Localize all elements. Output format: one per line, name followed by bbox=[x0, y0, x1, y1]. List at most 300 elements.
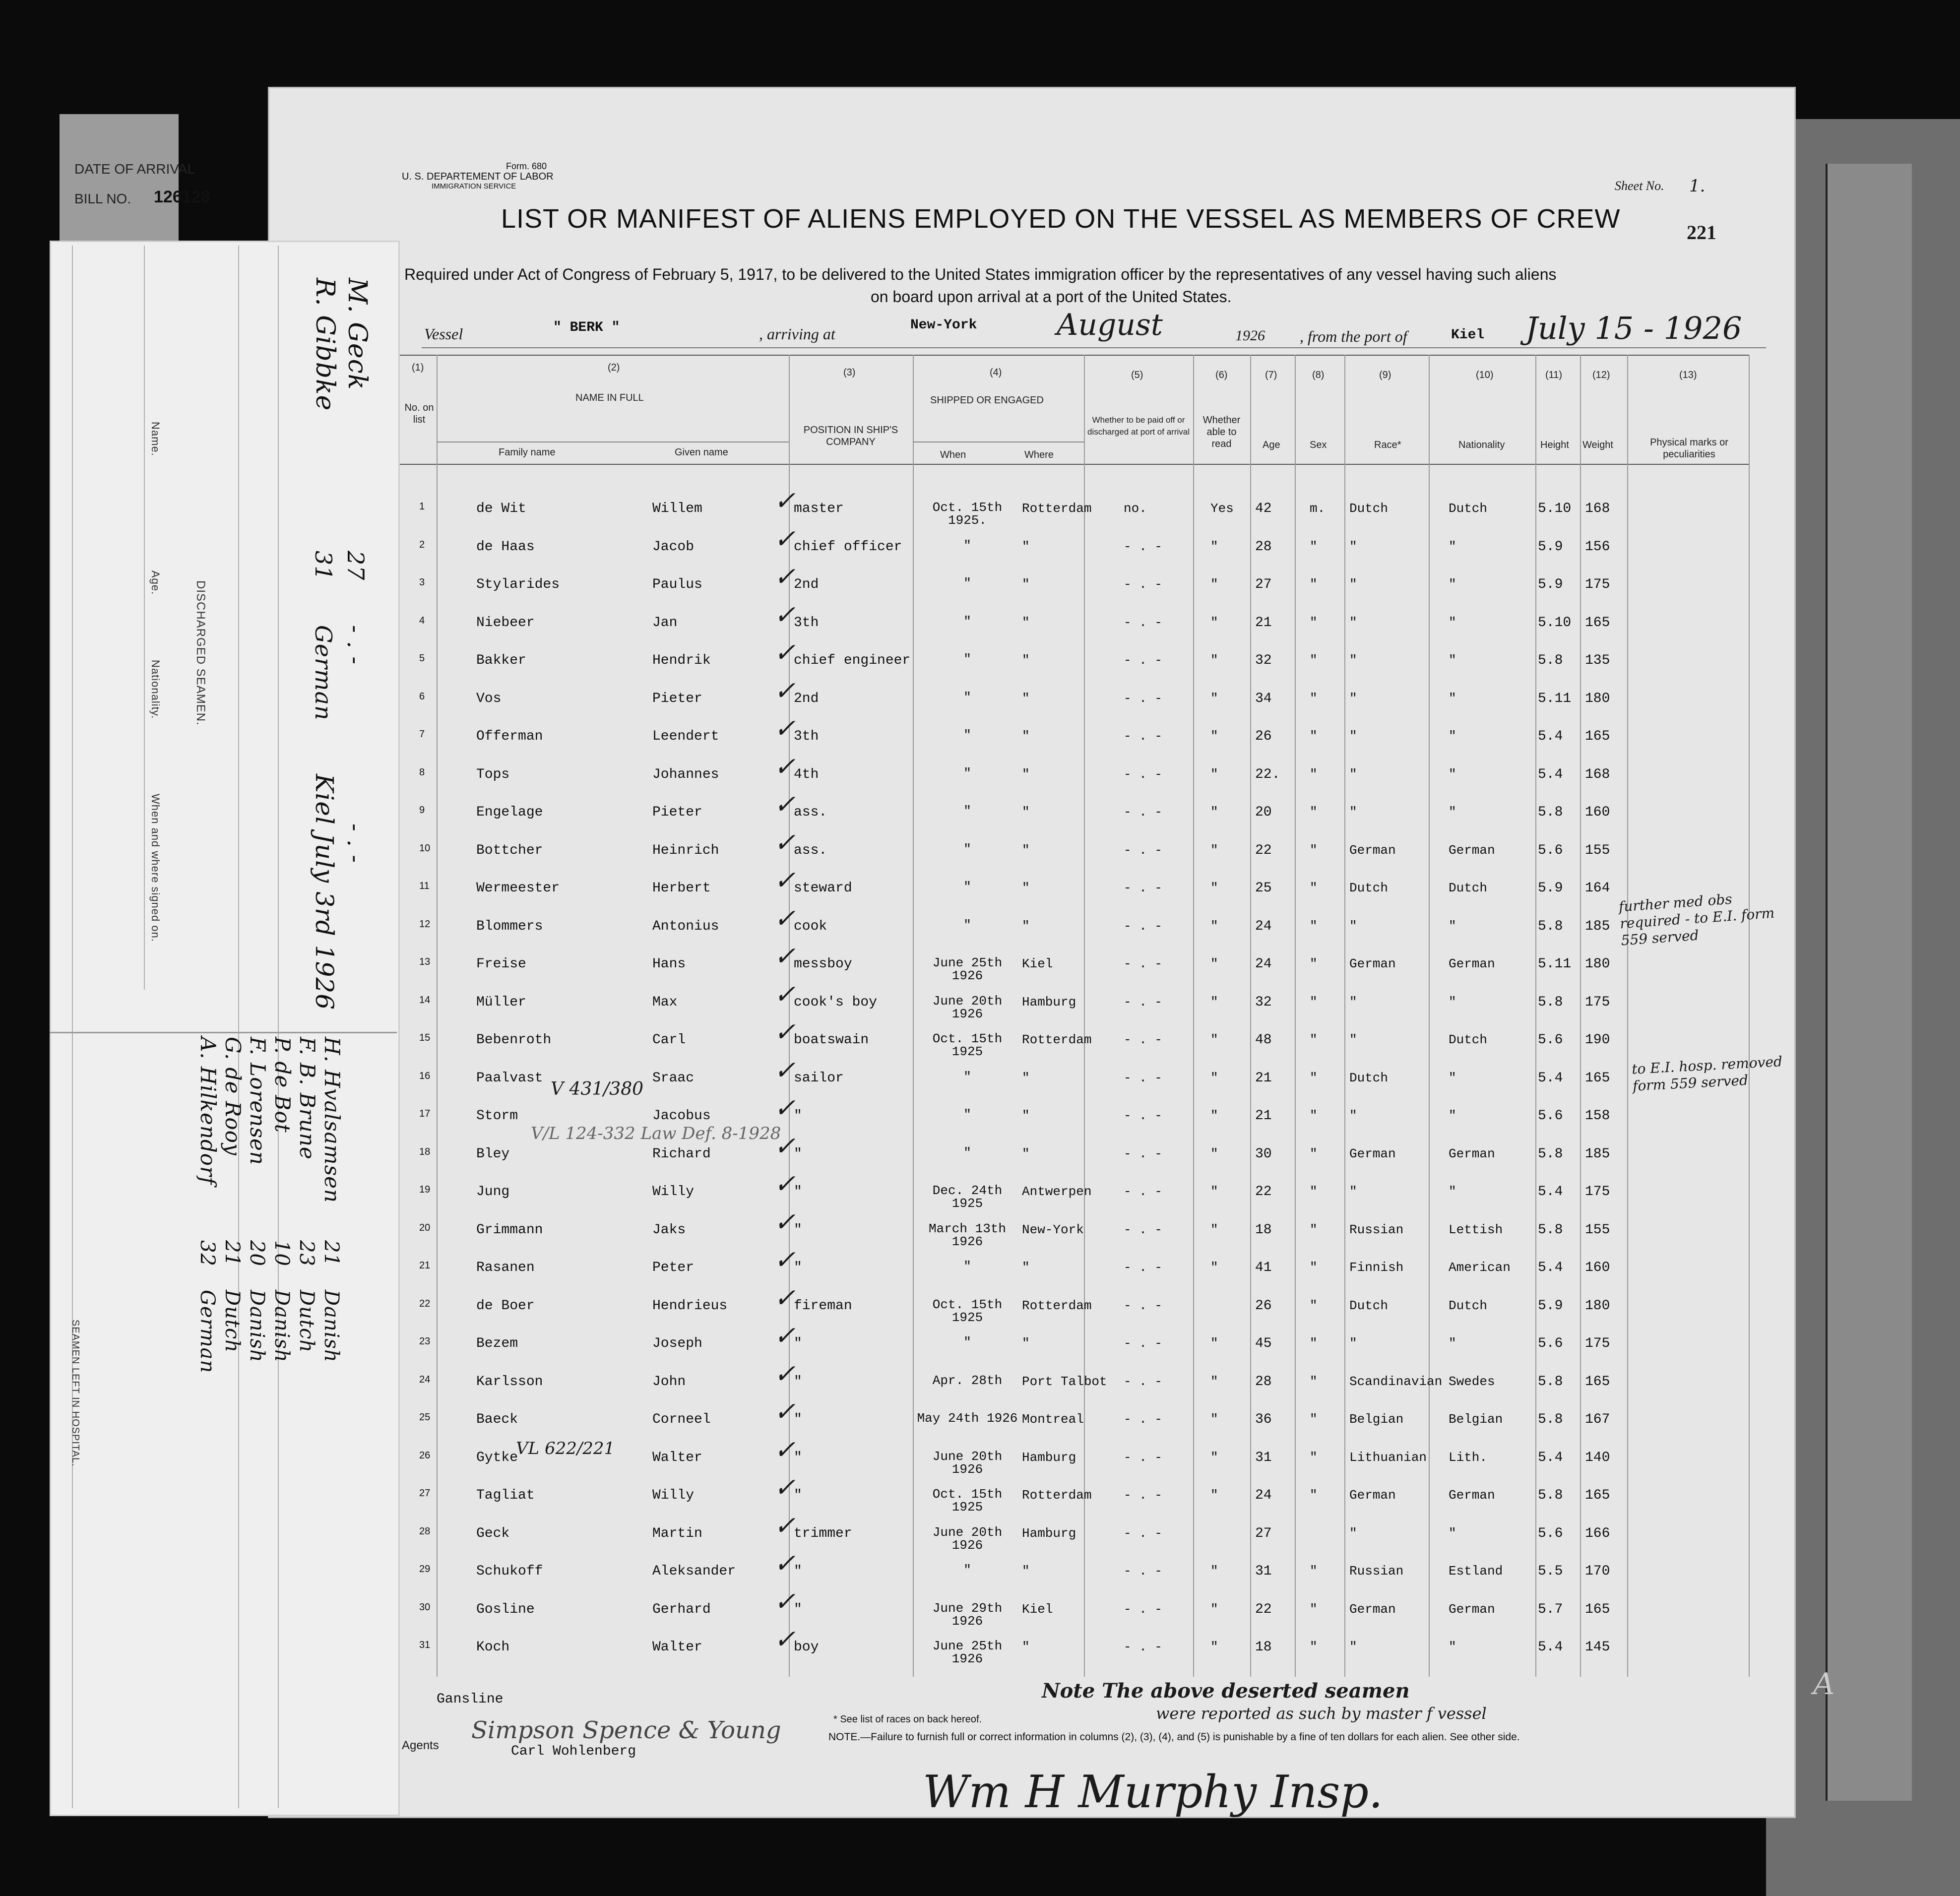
crew-cell-height: 5.8 bbox=[1538, 1146, 1563, 1162]
sheet-number: 1. bbox=[1689, 176, 1706, 196]
crew-cell-family: Paalvast bbox=[476, 1070, 543, 1086]
signer-name: Gansline bbox=[437, 1692, 504, 1707]
check-mark-icon: ✓ bbox=[774, 486, 796, 516]
crew-cell-age: 31 bbox=[1255, 1450, 1272, 1465]
crew-cell-no: 24 bbox=[419, 1374, 431, 1385]
crew-cell-paid: - . - bbox=[1124, 1640, 1163, 1654]
crew-cell-no: 11 bbox=[419, 881, 430, 891]
crew-cell-read: " bbox=[1210, 1412, 1218, 1427]
crew-cell-position: " bbox=[794, 1222, 802, 1238]
crew-cell-when: " bbox=[963, 1259, 971, 1274]
crew-cell-race: " bbox=[1349, 1336, 1357, 1351]
vl-note-2: V/L 124-332 Law Def. 8-1928 bbox=[531, 1124, 781, 1143]
crew-cell-weight: 180 bbox=[1585, 956, 1610, 972]
crew-cell-where: Port Talbot bbox=[1022, 1374, 1107, 1389]
col-num-7: (7) bbox=[1265, 370, 1277, 380]
crew-cell-height: 5.4 bbox=[1538, 1450, 1563, 1465]
arrival-month: August bbox=[1057, 308, 1163, 342]
crew-cell-height: 5.9 bbox=[1538, 539, 1563, 555]
arriving-port: New-York bbox=[910, 317, 977, 333]
crew-cell-race: German bbox=[1349, 1488, 1396, 1503]
crew-cell-height: 5.8 bbox=[1538, 1412, 1563, 1427]
crew-cell-sex: " bbox=[1310, 994, 1318, 1010]
bill-label: BILL NO. bbox=[74, 191, 131, 206]
crew-cell-no: 22 bbox=[419, 1298, 431, 1309]
hospital-nationality: Danish bbox=[246, 1290, 268, 1363]
crew-cell-family: Grimmann bbox=[476, 1222, 543, 1238]
check-mark-icon: ✓ bbox=[774, 1586, 796, 1617]
crew-cell-where: " bbox=[1022, 1108, 1030, 1123]
crew-cell-where: Rotterdam bbox=[1022, 501, 1092, 516]
crew-cell-weight: 185 bbox=[1585, 918, 1610, 934]
col-num-11: (11) bbox=[1545, 370, 1563, 380]
crew-cell-weight: 190 bbox=[1585, 1032, 1610, 1048]
col-num-13: (13) bbox=[1679, 370, 1697, 380]
crew-cell-nationality: " bbox=[1449, 1525, 1456, 1541]
crew-cell-paid: - . - bbox=[1124, 956, 1163, 971]
crew-cell-given: Walter bbox=[652, 1640, 702, 1655]
header-position: POSITION IN SHIP'S COMPANY bbox=[803, 425, 898, 447]
col-num-8: (8) bbox=[1312, 370, 1325, 380]
crew-cell-paid: - . - bbox=[1124, 805, 1163, 820]
crew-cell-nationality: Dutch bbox=[1449, 1298, 1488, 1313]
check-mark-icon: ✓ bbox=[774, 676, 796, 706]
crew-cell-age: 45 bbox=[1255, 1336, 1272, 1351]
crew-cell-position: 4th bbox=[794, 766, 819, 782]
hospital-name: F. Lorensen bbox=[246, 1037, 270, 1165]
agents-label: Agents bbox=[402, 1739, 439, 1752]
discharged-seamen-slip bbox=[50, 241, 400, 1816]
crew-cell-when: " bbox=[963, 614, 971, 629]
header-sex: Sex bbox=[1310, 440, 1327, 450]
crew-cell-weight: 155 bbox=[1585, 842, 1610, 858]
crew-cell-sex: " bbox=[1310, 615, 1318, 630]
crew-cell-position: ass. bbox=[794, 805, 827, 820]
crew-cell-read: " bbox=[1210, 1601, 1218, 1617]
crew-cell-where: " bbox=[1022, 766, 1030, 782]
crew-cell-paid: - . - bbox=[1124, 918, 1163, 934]
crew-cell-race: " bbox=[1349, 577, 1357, 592]
crew-cell-when: " bbox=[963, 765, 971, 781]
crew-cell-paid: - . - bbox=[1124, 653, 1163, 668]
crew-cell-where: Antwerpen bbox=[1022, 1184, 1092, 1199]
crew-cell-family: Geck bbox=[476, 1525, 510, 1541]
crew-cell-given: Hans bbox=[652, 956, 686, 972]
crew-cell-weight: 168 bbox=[1585, 766, 1610, 782]
crew-cell-read: " bbox=[1210, 539, 1218, 554]
crew-cell-sex: " bbox=[1310, 1488, 1318, 1503]
discharged-name-2: M. Geck bbox=[342, 278, 372, 390]
departure-date: July 15 - 1926 bbox=[1525, 310, 1742, 346]
crew-cell-given: Hendrieus bbox=[652, 1298, 728, 1314]
discharged-nationality-2: - . - bbox=[342, 625, 369, 665]
crew-cell-where: " bbox=[1022, 1336, 1030, 1351]
crew-cell-when: " bbox=[963, 1563, 971, 1578]
from-port-label: , from the port of bbox=[1300, 327, 1407, 345]
crew-cell-race: Russian bbox=[1349, 1564, 1404, 1579]
crew-cell-paid: - . - bbox=[1124, 1336, 1163, 1351]
crew-cell-age: 26 bbox=[1255, 1298, 1272, 1314]
crew-cell-no: 15 bbox=[419, 1032, 431, 1043]
crew-cell-read: Yes bbox=[1210, 501, 1234, 516]
crew-cell-paid: - . - bbox=[1124, 1032, 1163, 1047]
crew-cell-sex: m. bbox=[1310, 501, 1326, 516]
crew-cell-nationality: " bbox=[1449, 766, 1456, 782]
col-num-2: (2) bbox=[608, 362, 620, 373]
crew-cell-given: Antonius bbox=[652, 918, 719, 934]
crew-cell-weight: 180 bbox=[1585, 691, 1610, 706]
crew-cell-weight: 165 bbox=[1585, 615, 1610, 631]
penalty-note: NOTE.—Failure to furnish full or correct information in columns (2), (3), (4), and (5) is punishable by a fine of ten dollars for each alien. See other side. bbox=[828, 1731, 1520, 1743]
crew-cell-where: " bbox=[1022, 1260, 1030, 1275]
crew-cell-sex: " bbox=[1310, 1374, 1318, 1389]
crew-cell-nationality: " bbox=[1449, 539, 1456, 554]
crew-cell-where: " bbox=[1022, 653, 1030, 668]
crew-cell-nationality: American bbox=[1449, 1260, 1511, 1275]
crew-cell-when: " bbox=[963, 690, 971, 705]
crew-cell-age: 42 bbox=[1255, 501, 1272, 516]
crew-cell-given: Willem bbox=[652, 501, 702, 516]
crew-cell-family: Tops bbox=[476, 766, 510, 782]
crew-cell-paid: - . - bbox=[1124, 1260, 1163, 1275]
crew-cell-paid: - . - bbox=[1124, 1108, 1163, 1123]
crew-cell-position: steward bbox=[794, 881, 852, 896]
crew-cell-family: Müller bbox=[476, 994, 526, 1010]
crew-cell-weight: 175 bbox=[1585, 1184, 1610, 1200]
crew-cell-weight: 160 bbox=[1585, 805, 1610, 820]
check-mark-icon: ✓ bbox=[774, 1283, 796, 1313]
crew-cell-age: 18 bbox=[1255, 1640, 1272, 1655]
crew-cell-where: " bbox=[1022, 691, 1030, 706]
crew-cell-given: Corneel bbox=[652, 1412, 711, 1427]
crew-cell-height: 5.8 bbox=[1538, 1374, 1563, 1390]
crew-cell-family: de Wit bbox=[476, 501, 526, 516]
crew-cell-paid: - . - bbox=[1124, 1222, 1163, 1237]
crew-cell-race: " bbox=[1349, 994, 1357, 1010]
crew-cell-age: 18 bbox=[1255, 1222, 1272, 1238]
crew-cell-paid: - . - bbox=[1124, 1412, 1163, 1427]
crew-cell-no: 5 bbox=[419, 653, 425, 664]
header-height: Height bbox=[1540, 440, 1569, 450]
crew-cell-where: Kiel bbox=[1022, 956, 1053, 971]
agents-typed: Carl Wohlenberg bbox=[511, 1744, 636, 1759]
discharged-signed-ditto: - . - bbox=[342, 823, 369, 863]
hospital-name: A. Hilkendorf bbox=[196, 1037, 220, 1185]
crew-cell-age: 21 bbox=[1255, 615, 1272, 631]
crew-cell-given: Richard bbox=[652, 1146, 711, 1162]
crew-cell-height: 5.7 bbox=[1538, 1601, 1563, 1617]
crew-cell-read: " bbox=[1210, 956, 1218, 971]
date-of-arrival-label: DATE OF ARRIVAL bbox=[74, 161, 195, 177]
check-mark-icon: ✓ bbox=[774, 866, 796, 895]
crew-cell-no: 3 bbox=[419, 577, 425, 588]
crew-cell-sex: " bbox=[1310, 1070, 1318, 1085]
form-title: LIST OR MANIFEST OF ALIENS EMPLOYED ON THE VESSEL AS MEMBERS OF CREW bbox=[501, 204, 1621, 234]
slip-discharged-title: DISCHARGED SEAMEN. bbox=[194, 580, 207, 726]
crew-cell-read: " bbox=[1210, 729, 1218, 744]
crew-cell-where: Rotterdam bbox=[1022, 1298, 1092, 1313]
crew-cell-paid: - . - bbox=[1124, 539, 1163, 554]
crew-cell-given: Peter bbox=[652, 1260, 695, 1275]
crew-cell-read: " bbox=[1210, 1146, 1218, 1161]
crew-cell-when: Apr. 28th bbox=[932, 1373, 1003, 1388]
crew-cell-where: " bbox=[1022, 729, 1030, 744]
crew-cell-height: 5.8 bbox=[1538, 653, 1563, 668]
crew-cell-position: " bbox=[794, 1184, 802, 1200]
crew-cell-weight: 175 bbox=[1585, 577, 1610, 592]
header-family-name: Family name bbox=[499, 447, 556, 458]
hospital-age: 10 bbox=[270, 1240, 293, 1266]
races-note: * See list of races on back hereof. bbox=[833, 1714, 982, 1725]
crew-cell-read: " bbox=[1210, 615, 1218, 630]
crew-cell-paid: - . - bbox=[1124, 1601, 1163, 1617]
crew-cell-position: " bbox=[794, 1412, 802, 1427]
crew-cell-where: Hamburg bbox=[1022, 1525, 1076, 1541]
crew-cell-when: " bbox=[963, 652, 971, 667]
hospital-name: G. de Rooy bbox=[221, 1037, 245, 1156]
crew-cell-where: " bbox=[1022, 805, 1030, 820]
form-subtitle-2: on board upon arrival at a port of the United States. bbox=[871, 288, 1232, 306]
crew-cell-family: de Boer bbox=[476, 1298, 535, 1314]
crew-cell-nationality: German bbox=[1449, 1488, 1495, 1503]
crew-cell-weight: 135 bbox=[1585, 653, 1610, 668]
crew-cell-age: 21 bbox=[1255, 1070, 1272, 1086]
crew-cell-when: " bbox=[963, 841, 971, 857]
crew-cell-nationality: German bbox=[1449, 1146, 1495, 1161]
crew-cell-when: " bbox=[963, 804, 971, 819]
service-name: IMMIGRATION SERVICE bbox=[432, 182, 516, 190]
check-mark-icon: ✓ bbox=[774, 714, 796, 744]
crew-cell-family: Jung bbox=[476, 1184, 510, 1200]
col-num-3: (3) bbox=[843, 367, 856, 378]
crew-cell-height: 5.6 bbox=[1538, 1108, 1563, 1124]
crew-cell-race: " bbox=[1349, 729, 1357, 744]
crew-cell-sex: " bbox=[1310, 1032, 1318, 1047]
crew-cell-paid: - . - bbox=[1124, 1298, 1163, 1313]
crew-cell-position: " bbox=[794, 1450, 802, 1465]
crew-cell-weight: 175 bbox=[1585, 1336, 1610, 1351]
marks-note-2: to E.I. hosp. removed form 559 served bbox=[1631, 1053, 1783, 1094]
check-mark-icon: ✓ bbox=[774, 1549, 796, 1579]
crew-cell-no: 6 bbox=[419, 691, 425, 702]
crew-cell-race: Dutch bbox=[1349, 1298, 1389, 1313]
crew-cell-height: 5.10 bbox=[1538, 501, 1572, 516]
crew-cell-no: 25 bbox=[419, 1412, 431, 1423]
arriving-label: , arriving at bbox=[759, 325, 835, 343]
crew-cell-race: " bbox=[1349, 1525, 1357, 1541]
header-no-on-list: No. on list bbox=[404, 402, 434, 425]
crew-cell-read: " bbox=[1210, 805, 1218, 820]
header-shipped: SHIPPED OR ENGAGED bbox=[930, 395, 1044, 406]
crew-cell-paid: - . - bbox=[1124, 1374, 1163, 1389]
crew-cell-race: Belgian bbox=[1349, 1412, 1404, 1427]
crew-cell-when: " bbox=[963, 576, 971, 591]
crew-cell-read: " bbox=[1210, 842, 1218, 858]
crew-cell-family: Gosline bbox=[476, 1601, 535, 1617]
slip-col-age: Age. bbox=[149, 570, 162, 595]
check-mark-icon: ✓ bbox=[774, 1625, 796, 1654]
crew-cell-weight: 170 bbox=[1585, 1564, 1610, 1579]
crew-cell-read: " bbox=[1210, 1070, 1218, 1085]
crew-cell-sex: " bbox=[1310, 691, 1318, 706]
crew-cell-family: Niebeer bbox=[476, 615, 535, 631]
crew-cell-no: 16 bbox=[419, 1070, 431, 1081]
hospital-nationality: Dutch bbox=[221, 1290, 244, 1353]
crew-cell-when: June 25th 1926 bbox=[932, 955, 1003, 983]
crew-cell-height: 5.4 bbox=[1538, 1260, 1563, 1275]
vl-note-1: V 431/380 bbox=[551, 1079, 643, 1099]
crew-cell-no: 29 bbox=[419, 1564, 431, 1575]
crew-cell-age: 22 bbox=[1255, 1601, 1272, 1617]
crew-cell-given: John bbox=[652, 1374, 686, 1390]
crew-cell-sex: " bbox=[1310, 577, 1318, 592]
crew-cell-sex: " bbox=[1310, 881, 1318, 895]
crew-cell-weight: 165 bbox=[1585, 1488, 1610, 1503]
edge-mark: A bbox=[1813, 1667, 1835, 1702]
crew-cell-sex: " bbox=[1310, 1640, 1318, 1654]
crew-cell-paid: - . - bbox=[1124, 766, 1163, 782]
header-where: Where bbox=[1024, 449, 1054, 460]
crew-cell-family: Gytke bbox=[476, 1450, 518, 1465]
crew-cell-sex: " bbox=[1310, 766, 1318, 782]
crew-cell-age: 28 bbox=[1255, 1374, 1272, 1390]
crew-cell-read: " bbox=[1210, 1488, 1218, 1503]
crew-cell-family: Bezem bbox=[476, 1336, 518, 1351]
crew-cell-age: 24 bbox=[1255, 1488, 1272, 1503]
inspector-signature: Wm H Murphy Insp. bbox=[923, 1766, 1383, 1818]
crew-cell-where: " bbox=[1022, 1564, 1030, 1579]
crew-cell-race: Scandinavian bbox=[1349, 1374, 1443, 1389]
crew-cell-nationality: " bbox=[1449, 691, 1456, 706]
check-mark-icon: ✓ bbox=[774, 562, 796, 592]
check-mark-icon: ✓ bbox=[774, 1245, 796, 1275]
discharged-name-1: R. Gibbke bbox=[310, 278, 340, 411]
page-number: 221 bbox=[1687, 221, 1716, 244]
crew-cell-weight: 167 bbox=[1585, 1412, 1610, 1427]
crew-cell-given: Pieter bbox=[652, 691, 702, 706]
crew-cell-position: " bbox=[794, 1601, 802, 1617]
crew-cell-read: " bbox=[1210, 653, 1218, 668]
crew-cell-weight: 185 bbox=[1585, 1146, 1610, 1162]
hospital-nationality: Dutch bbox=[295, 1290, 318, 1353]
crew-cell-given: Leendert bbox=[652, 729, 719, 744]
background-sheet-edge bbox=[1826, 164, 1912, 1801]
crew-cell-read: " bbox=[1210, 918, 1218, 934]
crew-cell-where: Hamburg bbox=[1022, 1450, 1076, 1465]
crew-cell-where: " bbox=[1022, 842, 1030, 858]
crew-cell-nationality: Belgian bbox=[1449, 1412, 1503, 1427]
crew-cell-read: " bbox=[1210, 1222, 1218, 1237]
crew-cell-age: 34 bbox=[1255, 691, 1272, 706]
slip-hospital-title: SEAMEN LEFT IN HOSPITAL. bbox=[70, 1320, 81, 1467]
crew-cell-read: " bbox=[1210, 1184, 1218, 1199]
crew-cell-nationality: Dutch bbox=[1449, 881, 1488, 895]
check-mark-icon: ✓ bbox=[774, 1131, 796, 1161]
crew-cell-race: Dutch bbox=[1349, 501, 1389, 516]
col-num-6: (6) bbox=[1215, 370, 1228, 380]
crew-cell-nationality: Dutch bbox=[1449, 1032, 1488, 1047]
check-mark-icon: ✓ bbox=[774, 979, 796, 1010]
crew-cell-when: " bbox=[963, 1107, 971, 1122]
hospital-name: F. B. Brune bbox=[295, 1037, 319, 1160]
crew-cell-no: 10 bbox=[419, 842, 431, 854]
crew-cell-race: Dutch bbox=[1349, 1070, 1389, 1085]
discharged-age-1: 31 bbox=[310, 551, 337, 581]
crew-cell-paid: - . - bbox=[1124, 1184, 1163, 1199]
crew-cell-height: 5.9 bbox=[1538, 577, 1563, 592]
crew-cell-weight: 164 bbox=[1585, 881, 1610, 896]
crew-cell-sex: " bbox=[1310, 1298, 1318, 1313]
crew-cell-weight: 168 bbox=[1585, 501, 1610, 516]
crew-cell-given: Hendrik bbox=[652, 653, 711, 668]
crew-cell-height: 5.4 bbox=[1538, 1070, 1563, 1086]
col-num-9: (9) bbox=[1379, 370, 1391, 380]
crew-cell-sex: " bbox=[1310, 918, 1318, 934]
hospital-age: 21 bbox=[221, 1240, 244, 1266]
crew-cell-family: Schukoff bbox=[476, 1564, 543, 1579]
discharged-signed: Kiel July 3rd 1926 bbox=[310, 774, 339, 1011]
crew-cell-read: " bbox=[1210, 1640, 1218, 1654]
header-race: Race* bbox=[1374, 440, 1401, 450]
hospital-age: 23 bbox=[295, 1240, 318, 1266]
crew-cell-where: Rotterdam bbox=[1022, 1488, 1092, 1503]
crew-cell-height: 5.4 bbox=[1538, 766, 1563, 782]
bill-number: 126128 bbox=[154, 188, 210, 206]
crew-cell-no: 26 bbox=[419, 1450, 431, 1461]
crew-cell-age: 25 bbox=[1255, 881, 1272, 896]
crew-cell-position: boatswain bbox=[794, 1032, 869, 1048]
check-mark-icon: ✓ bbox=[774, 903, 796, 934]
crew-cell-height: 5.8 bbox=[1538, 805, 1563, 820]
marks-note-1: further med obs required - to E.I. form 559 served bbox=[1618, 890, 1775, 949]
crew-cell-age: 41 bbox=[1255, 1260, 1272, 1275]
crew-cell-race: Russian bbox=[1349, 1222, 1404, 1237]
crew-cell-position: cook bbox=[794, 918, 827, 934]
check-mark-icon: ✓ bbox=[774, 752, 796, 782]
sheet-label: Sheet No. bbox=[1615, 179, 1664, 193]
crew-cell-position: master bbox=[794, 501, 844, 516]
crew-cell-paid: - . - bbox=[1124, 842, 1163, 858]
check-mark-icon: ✓ bbox=[774, 1093, 796, 1123]
crew-cell-where: " bbox=[1022, 577, 1030, 592]
hospital-age: 21 bbox=[320, 1240, 343, 1266]
crew-cell-nationality: " bbox=[1449, 918, 1456, 934]
crew-cell-family: Bottcher bbox=[476, 842, 543, 858]
crew-cell-nationality: " bbox=[1449, 1108, 1456, 1123]
crew-cell-where: Hamburg bbox=[1022, 994, 1076, 1010]
crew-cell-position: 3th bbox=[794, 729, 819, 744]
crew-cell-given: Jan bbox=[652, 615, 678, 631]
crew-cell-weight: 166 bbox=[1585, 1525, 1610, 1541]
crew-cell-nationality: German bbox=[1449, 842, 1495, 858]
crew-cell-nationality: " bbox=[1449, 1336, 1456, 1351]
crew-cell-height: 5.8 bbox=[1538, 1222, 1563, 1238]
crew-cell-no: 31 bbox=[419, 1640, 431, 1650]
header-able-to-read: Whether able to read bbox=[1202, 415, 1241, 449]
crew-cell-family: Wermeester bbox=[476, 881, 560, 896]
vessel-name: " BERK " bbox=[553, 320, 620, 335]
crew-cell-when: June 20th 1926 bbox=[932, 1449, 1003, 1477]
crew-cell-weight: 165 bbox=[1585, 729, 1610, 744]
crew-cell-family: Baeck bbox=[476, 1412, 518, 1427]
crew-cell-no: 17 bbox=[419, 1108, 431, 1119]
crew-cell-read: " bbox=[1210, 1260, 1218, 1275]
crew-cell-given: Herbert bbox=[652, 881, 711, 896]
slip-col-signed: When and where signed on. bbox=[149, 794, 162, 942]
crew-cell-position: " bbox=[794, 1336, 802, 1351]
header-paid-off: Whether to be paid off or discharged at port of arrival bbox=[1087, 415, 1190, 437]
crew-cell-no: 18 bbox=[419, 1146, 431, 1157]
